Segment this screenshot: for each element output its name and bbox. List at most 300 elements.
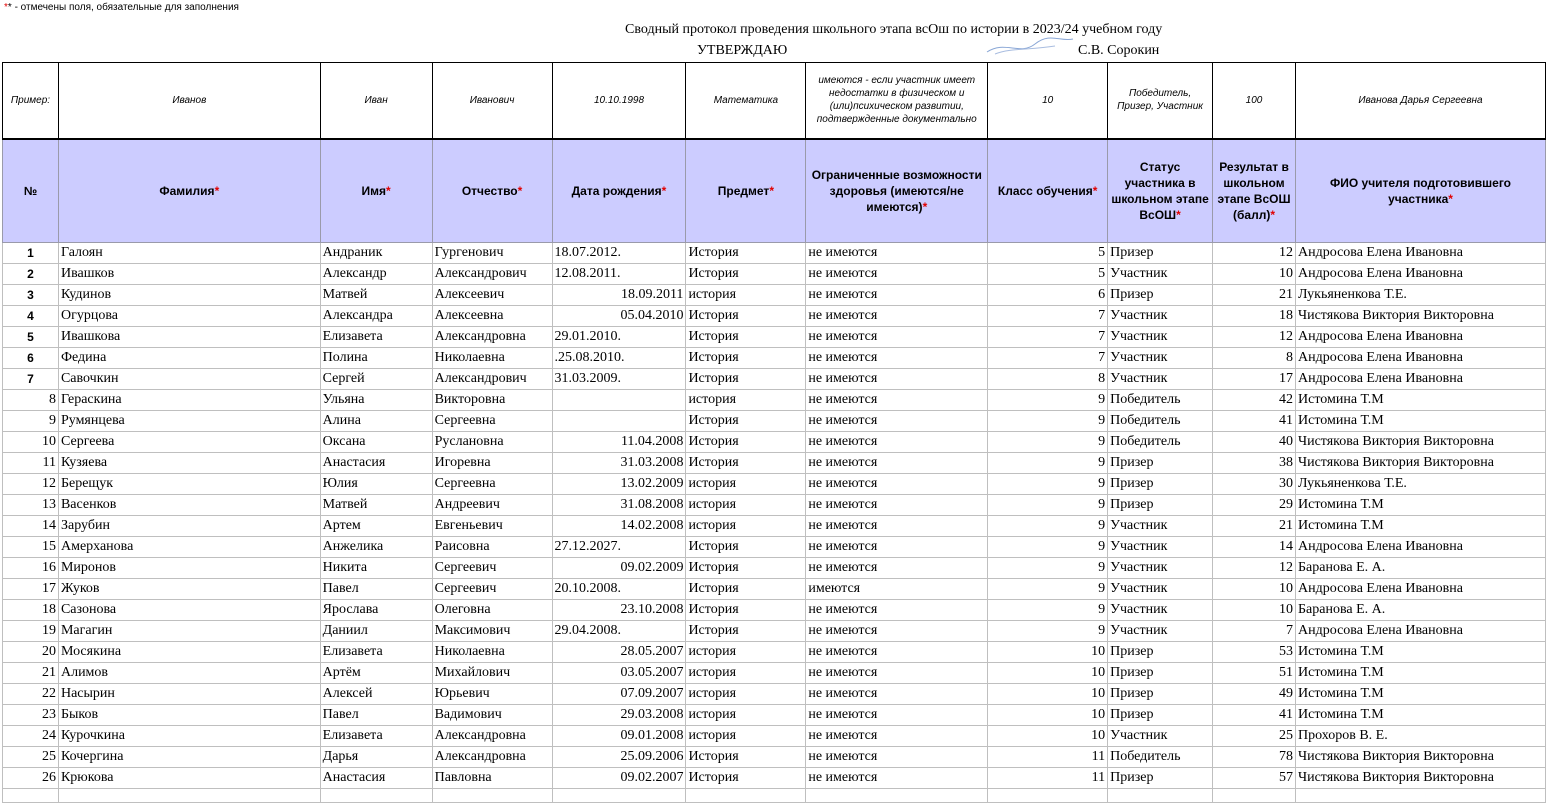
cell-patronymic[interactable]: Александрович <box>432 369 552 390</box>
cell-score[interactable]: 21 <box>1213 285 1296 306</box>
cell-teacher[interactable]: Истомина Т.М <box>1296 705 1546 726</box>
example-cell-health-limits[interactable]: имеются - если участник имеет недостатки в физическом и (или)психическом развитии, подтвержденные документально <box>806 63 988 139</box>
cell-subject[interactable]: История <box>686 768 806 789</box>
cell-grade[interactable]: 9 <box>988 537 1108 558</box>
cell-status[interactable]: Участник <box>1108 726 1213 747</box>
cell-subject[interactable]: история <box>686 495 806 516</box>
cell-birth-date[interactable]: 29.01.2010. <box>552 327 686 348</box>
cell-status[interactable]: Участник <box>1108 621 1213 642</box>
cell-number[interactable]: 14 <box>3 516 59 537</box>
column-header-patronymic[interactable] <box>432 139 552 243</box>
cell-health-limits[interactable]: имеются <box>806 579 988 600</box>
cell-surname[interactable]: Жуков <box>58 579 320 600</box>
cell-teacher[interactable]: Истомина Т.М <box>1296 663 1546 684</box>
cell-number[interactable]: 3 <box>3 285 59 306</box>
cell-first-name[interactable]: Ярослава <box>320 600 432 621</box>
cell-grade[interactable]: 7 <box>988 306 1108 327</box>
cell-patronymic[interactable]: Николаевна <box>432 642 552 663</box>
cell-teacher[interactable]: Лукьяненкова Т.Е. <box>1296 285 1546 306</box>
cell-health-limits[interactable]: не имеются <box>806 327 988 348</box>
cell-first-name[interactable]: Анастасия <box>320 453 432 474</box>
cell-health-limits[interactable]: не имеются <box>806 600 988 621</box>
cell-surname[interactable]: Савочкин <box>58 369 320 390</box>
empty-cell[interactable] <box>58 789 320 803</box>
cell-status[interactable]: Участник <box>1108 264 1213 285</box>
empty-cell[interactable] <box>1296 789 1546 803</box>
cell-surname[interactable]: Курочкина <box>58 726 320 747</box>
cell-surname[interactable]: Васенков <box>58 495 320 516</box>
cell-grade[interactable]: 7 <box>988 327 1108 348</box>
cell-teacher[interactable]: Чистякова Виктория Викторовна <box>1296 768 1546 789</box>
cell-status[interactable]: Участник <box>1108 327 1213 348</box>
cell-patronymic[interactable]: Вадимович <box>432 705 552 726</box>
cell-birth-date[interactable]: 11.04.2008 <box>552 432 686 453</box>
cell-patronymic[interactable]: Александровна <box>432 327 552 348</box>
example-cell-birth-date[interactable]: 10.10.1998 <box>552 63 686 139</box>
cell-status[interactable]: Призер <box>1108 663 1213 684</box>
example-cell-teacher[interactable]: Иванова Дарья Сергеевна <box>1296 63 1546 139</box>
cell-teacher[interactable]: Чистякова Виктория Викторовна <box>1296 747 1546 768</box>
cell-first-name[interactable]: Павел <box>320 579 432 600</box>
cell-status[interactable]: Победитель <box>1108 432 1213 453</box>
cell-teacher[interactable]: Истомина Т.М <box>1296 495 1546 516</box>
cell-score[interactable]: 18 <box>1213 306 1296 327</box>
cell-birth-date[interactable]: 31.08.2008 <box>552 495 686 516</box>
example-cell-score[interactable]: 100 <box>1213 63 1296 139</box>
cell-status[interactable]: Участник <box>1108 369 1213 390</box>
cell-teacher[interactable]: Андросова Елена Ивановна <box>1296 621 1546 642</box>
cell-grade[interactable]: 9 <box>988 495 1108 516</box>
empty-cell[interactable] <box>686 789 806 803</box>
cell-score[interactable]: 38 <box>1213 453 1296 474</box>
cell-number[interactable]: 19 <box>3 621 59 642</box>
cell-number[interactable]: 25 <box>3 747 59 768</box>
cell-first-name[interactable]: Анжелика <box>320 537 432 558</box>
cell-subject[interactable]: история <box>686 285 806 306</box>
cell-subject[interactable]: история <box>686 726 806 747</box>
cell-subject[interactable]: История <box>686 264 806 285</box>
cell-first-name[interactable]: Матвей <box>320 495 432 516</box>
cell-surname[interactable]: Берещук <box>58 474 320 495</box>
cell-first-name[interactable]: Александр <box>320 264 432 285</box>
column-header-grade[interactable] <box>988 139 1108 243</box>
cell-grade[interactable]: 5 <box>988 264 1108 285</box>
cell-status[interactable]: Участник <box>1108 600 1213 621</box>
cell-status[interactable]: Призер <box>1108 642 1213 663</box>
cell-surname[interactable]: Сазонова <box>58 600 320 621</box>
cell-number[interactable]: 24 <box>3 726 59 747</box>
cell-grade[interactable]: 10 <box>988 684 1108 705</box>
cell-grade[interactable]: 11 <box>988 768 1108 789</box>
cell-grade[interactable]: 10 <box>988 726 1108 747</box>
cell-birth-date[interactable]: 09.02.2009 <box>552 558 686 579</box>
column-header-health-limits[interactable] <box>806 139 988 243</box>
cell-surname[interactable]: Гераскина <box>58 390 320 411</box>
cell-score[interactable]: 57 <box>1213 768 1296 789</box>
cell-status[interactable]: Участник <box>1108 558 1213 579</box>
cell-health-limits[interactable]: не имеются <box>806 432 988 453</box>
cell-status[interactable]: Призер <box>1108 684 1213 705</box>
cell-first-name[interactable]: Елизавета <box>320 327 432 348</box>
cell-score[interactable]: 78 <box>1213 747 1296 768</box>
cell-health-limits[interactable]: не имеются <box>806 663 988 684</box>
cell-patronymic[interactable]: Руслановна <box>432 432 552 453</box>
cell-number[interactable]: 9 <box>3 411 59 432</box>
cell-subject[interactable]: История <box>686 621 806 642</box>
cell-first-name[interactable]: Матвей <box>320 285 432 306</box>
cell-patronymic[interactable]: Сергеевич <box>432 558 552 579</box>
cell-subject[interactable]: История <box>686 411 806 432</box>
empty-cell[interactable] <box>1108 789 1213 803</box>
cell-score[interactable]: 12 <box>1213 243 1296 264</box>
cell-status[interactable]: Участник <box>1108 348 1213 369</box>
cell-subject[interactable]: история <box>686 663 806 684</box>
cell-patronymic[interactable]: Игоревна <box>432 453 552 474</box>
cell-patronymic[interactable]: Александровна <box>432 747 552 768</box>
cell-number[interactable]: 2 <box>3 264 59 285</box>
cell-birth-date[interactable] <box>552 390 686 411</box>
cell-number[interactable]: 5 <box>3 327 59 348</box>
cell-status[interactable]: Призер <box>1108 285 1213 306</box>
cell-subject[interactable]: История <box>686 558 806 579</box>
cell-number[interactable]: 12 <box>3 474 59 495</box>
cell-number[interactable]: 8 <box>3 390 59 411</box>
cell-number[interactable]: 10 <box>3 432 59 453</box>
cell-health-limits[interactable]: не имеются <box>806 768 988 789</box>
cell-grade[interactable]: 9 <box>988 474 1108 495</box>
cell-surname[interactable]: Кудинов <box>58 285 320 306</box>
example-cell-patronymic[interactable]: Иванович <box>432 63 552 139</box>
cell-health-limits[interactable]: не имеются <box>806 474 988 495</box>
cell-patronymic[interactable]: Андреевич <box>432 495 552 516</box>
cell-surname[interactable]: Ивашков <box>58 264 320 285</box>
cell-teacher[interactable]: Истомина Т.М <box>1296 516 1546 537</box>
cell-status[interactable]: Победитель <box>1108 747 1213 768</box>
cell-teacher[interactable]: Чистякова Виктория Викторовна <box>1296 453 1546 474</box>
cell-patronymic[interactable]: Гургенович <box>432 243 552 264</box>
cell-health-limits[interactable]: не имеются <box>806 390 988 411</box>
cell-subject[interactable]: История <box>686 348 806 369</box>
cell-teacher[interactable]: Баранова Е. А. <box>1296 558 1546 579</box>
cell-first-name[interactable]: Елизавета <box>320 726 432 747</box>
cell-first-name[interactable]: Елизавета <box>320 642 432 663</box>
cell-teacher[interactable]: Истомина Т.М <box>1296 642 1546 663</box>
example-cell-grade[interactable]: 10 <box>988 63 1108 139</box>
cell-patronymic[interactable]: Раисовна <box>432 537 552 558</box>
cell-patronymic[interactable]: Викторовна <box>432 390 552 411</box>
cell-status[interactable]: Участник <box>1108 306 1213 327</box>
cell-teacher[interactable]: Андросова Елена Ивановна <box>1296 579 1546 600</box>
cell-health-limits[interactable]: не имеются <box>806 411 988 432</box>
example-cell-status[interactable]: Победитель, Призер, Участник <box>1108 63 1213 139</box>
cell-teacher[interactable]: Истомина Т.М <box>1296 684 1546 705</box>
cell-teacher[interactable]: Андросова Елена Ивановна <box>1296 327 1546 348</box>
cell-subject[interactable]: История <box>686 432 806 453</box>
cell-first-name[interactable]: Дарья <box>320 747 432 768</box>
cell-teacher[interactable]: Лукьяненкова Т.Е. <box>1296 474 1546 495</box>
cell-score[interactable]: 10 <box>1213 600 1296 621</box>
cell-birth-date[interactable]: 09.02.2007 <box>552 768 686 789</box>
cell-birth-date[interactable]: 27.12.2027. <box>552 537 686 558</box>
example-cell-first-name[interactable]: Иван <box>320 63 432 139</box>
cell-surname[interactable]: Алимов <box>58 663 320 684</box>
cell-teacher[interactable]: Андросова Елена Ивановна <box>1296 264 1546 285</box>
empty-cell[interactable] <box>3 789 59 803</box>
cell-birth-date[interactable]: 12.08.2011. <box>552 264 686 285</box>
cell-score[interactable]: 53 <box>1213 642 1296 663</box>
cell-surname[interactable]: Кузяева <box>58 453 320 474</box>
cell-number[interactable]: 11 <box>3 453 59 474</box>
cell-grade[interactable]: 9 <box>988 579 1108 600</box>
cell-patronymic[interactable]: Сергеевна <box>432 411 552 432</box>
column-header-surname[interactable] <box>58 139 320 243</box>
cell-grade[interactable]: 11 <box>988 747 1108 768</box>
cell-number[interactable]: 21 <box>3 663 59 684</box>
cell-surname[interactable]: Магагин <box>58 621 320 642</box>
cell-status[interactable]: Участник <box>1108 537 1213 558</box>
cell-status[interactable]: Победитель <box>1108 390 1213 411</box>
cell-health-limits[interactable]: не имеются <box>806 348 988 369</box>
column-header-score[interactable] <box>1213 139 1296 243</box>
cell-number[interactable]: 20 <box>3 642 59 663</box>
cell-surname[interactable]: Амерханова <box>58 537 320 558</box>
cell-number[interactable]: 13 <box>3 495 59 516</box>
cell-number[interactable]: 7 <box>3 369 59 390</box>
column-header-first-name[interactable] <box>320 139 432 243</box>
cell-birth-date[interactable]: 18.07.2012. <box>552 243 686 264</box>
cell-health-limits[interactable]: не имеются <box>806 747 988 768</box>
cell-surname[interactable]: Мосякина <box>58 642 320 663</box>
cell-first-name[interactable]: Андраник <box>320 243 432 264</box>
cell-score[interactable]: 12 <box>1213 558 1296 579</box>
cell-teacher[interactable]: Андросова Елена Ивановна <box>1296 369 1546 390</box>
cell-surname[interactable]: Федина <box>58 348 320 369</box>
cell-subject[interactable]: История <box>686 243 806 264</box>
cell-health-limits[interactable]: не имеются <box>806 726 988 747</box>
column-header-number[interactable] <box>3 139 59 243</box>
cell-surname[interactable]: Огурцова <box>58 306 320 327</box>
cell-surname[interactable]: Сергеева <box>58 432 320 453</box>
cell-first-name[interactable]: Алина <box>320 411 432 432</box>
cell-first-name[interactable]: Полина <box>320 348 432 369</box>
cell-surname[interactable]: Зарубин <box>58 516 320 537</box>
cell-birth-date[interactable]: 14.02.2008 <box>552 516 686 537</box>
cell-score[interactable]: 10 <box>1213 579 1296 600</box>
cell-score[interactable]: 7 <box>1213 621 1296 642</box>
cell-patronymic[interactable]: Александрович <box>432 264 552 285</box>
cell-subject[interactable]: История <box>686 600 806 621</box>
cell-surname[interactable]: Ивашкова <box>58 327 320 348</box>
cell-birth-date[interactable]: 18.09.2011 <box>552 285 686 306</box>
cell-patronymic[interactable]: Алексеевич <box>432 285 552 306</box>
cell-status[interactable]: Участник <box>1108 579 1213 600</box>
cell-health-limits[interactable]: не имеются <box>806 705 988 726</box>
cell-number[interactable]: 22 <box>3 684 59 705</box>
cell-first-name[interactable]: Павел <box>320 705 432 726</box>
cell-grade[interactable]: 10 <box>988 663 1108 684</box>
cell-birth-date[interactable]: 09.01.2008 <box>552 726 686 747</box>
cell-status[interactable]: Призер <box>1108 495 1213 516</box>
cell-birth-date[interactable]: 29.03.2008 <box>552 705 686 726</box>
cell-first-name[interactable]: Артем <box>320 516 432 537</box>
cell-birth-date[interactable]: 29.04.2008. <box>552 621 686 642</box>
cell-grade[interactable]: 9 <box>988 411 1108 432</box>
cell-surname[interactable]: Насырин <box>58 684 320 705</box>
cell-number[interactable]: 18 <box>3 600 59 621</box>
cell-grade[interactable]: 9 <box>988 390 1108 411</box>
cell-patronymic[interactable]: Сергеевна <box>432 474 552 495</box>
cell-teacher[interactable]: Прохоров В. Е. <box>1296 726 1546 747</box>
cell-number[interactable]: 17 <box>3 579 59 600</box>
example-cell-number[interactable]: Пример: <box>3 63 59 139</box>
cell-score[interactable]: 49 <box>1213 684 1296 705</box>
cell-first-name[interactable]: Анастасия <box>320 768 432 789</box>
cell-patronymic[interactable]: Павловна <box>432 768 552 789</box>
cell-status[interactable]: Победитель <box>1108 411 1213 432</box>
cell-birth-date[interactable] <box>552 411 686 432</box>
cell-patronymic[interactable]: Олеговна <box>432 600 552 621</box>
cell-grade[interactable]: 10 <box>988 705 1108 726</box>
cell-birth-date[interactable]: 05.04.2010 <box>552 306 686 327</box>
cell-birth-date[interactable]: 25.09.2006 <box>552 747 686 768</box>
cell-status[interactable]: Призер <box>1108 474 1213 495</box>
cell-grade[interactable]: 9 <box>988 516 1108 537</box>
cell-patronymic[interactable]: Михайлович <box>432 663 552 684</box>
cell-grade[interactable]: 9 <box>988 621 1108 642</box>
cell-subject[interactable]: история <box>686 642 806 663</box>
cell-grade[interactable]: 7 <box>988 348 1108 369</box>
cell-surname[interactable]: Румянцева <box>58 411 320 432</box>
cell-grade[interactable]: 10 <box>988 642 1108 663</box>
cell-score[interactable]: 30 <box>1213 474 1296 495</box>
cell-birth-date[interactable]: 31.03.2008 <box>552 453 686 474</box>
cell-teacher[interactable]: Чистякова Виктория Викторовна <box>1296 306 1546 327</box>
cell-patronymic[interactable]: Александровна <box>432 726 552 747</box>
cell-health-limits[interactable]: не имеются <box>806 558 988 579</box>
cell-subject[interactable]: история <box>686 516 806 537</box>
cell-birth-date[interactable]: .25.08.2010. <box>552 348 686 369</box>
cell-health-limits[interactable]: не имеются <box>806 621 988 642</box>
cell-first-name[interactable]: Юлия <box>320 474 432 495</box>
cell-birth-date[interactable]: 23.10.2008 <box>552 600 686 621</box>
cell-subject[interactable]: История <box>686 453 806 474</box>
empty-cell[interactable] <box>988 789 1108 803</box>
cell-score[interactable]: 8 <box>1213 348 1296 369</box>
column-header-birth-date[interactable] <box>552 139 686 243</box>
cell-status[interactable]: Призер <box>1108 243 1213 264</box>
empty-cell[interactable] <box>552 789 686 803</box>
column-header-teacher[interactable] <box>1296 139 1546 243</box>
cell-teacher[interactable]: Баранова Е. А. <box>1296 600 1546 621</box>
cell-health-limits[interactable]: не имеются <box>806 264 988 285</box>
cell-health-limits[interactable]: не имеются <box>806 453 988 474</box>
empty-cell[interactable] <box>1213 789 1296 803</box>
cell-health-limits[interactable]: не имеются <box>806 285 988 306</box>
cell-subject[interactable]: история <box>686 474 806 495</box>
cell-first-name[interactable]: Даниил <box>320 621 432 642</box>
cell-birth-date[interactable]: 20.10.2008. <box>552 579 686 600</box>
cell-score[interactable]: 29 <box>1213 495 1296 516</box>
cell-first-name[interactable]: Алексей <box>320 684 432 705</box>
cell-score[interactable]: 51 <box>1213 663 1296 684</box>
cell-patronymic[interactable]: Юрьевич <box>432 684 552 705</box>
cell-score[interactable]: 41 <box>1213 705 1296 726</box>
cell-birth-date[interactable]: 28.05.2007 <box>552 642 686 663</box>
example-cell-surname[interactable]: Иванов <box>58 63 320 139</box>
cell-patronymic[interactable]: Алексеевна <box>432 306 552 327</box>
cell-score[interactable]: 10 <box>1213 264 1296 285</box>
cell-patronymic[interactable]: Максимович <box>432 621 552 642</box>
cell-health-limits[interactable]: не имеются <box>806 369 988 390</box>
empty-cell[interactable] <box>806 789 988 803</box>
cell-subject[interactable]: история <box>686 705 806 726</box>
cell-surname[interactable]: Галоян <box>58 243 320 264</box>
cell-grade[interactable]: 9 <box>988 558 1108 579</box>
cell-teacher[interactable]: Андросова Елена Ивановна <box>1296 348 1546 369</box>
cell-surname[interactable]: Миронов <box>58 558 320 579</box>
empty-cell[interactable] <box>320 789 432 803</box>
cell-first-name[interactable]: Артём <box>320 663 432 684</box>
cell-grade[interactable]: 6 <box>988 285 1108 306</box>
cell-subject[interactable]: История <box>686 537 806 558</box>
empty-cell[interactable] <box>432 789 552 803</box>
cell-number[interactable]: 4 <box>3 306 59 327</box>
cell-patronymic[interactable]: Сергеевич <box>432 579 552 600</box>
cell-score[interactable]: 42 <box>1213 390 1296 411</box>
cell-birth-date[interactable]: 13.02.2009 <box>552 474 686 495</box>
cell-status[interactable]: Участник <box>1108 516 1213 537</box>
cell-grade[interactable]: 9 <box>988 600 1108 621</box>
cell-status[interactable]: Призер <box>1108 705 1213 726</box>
cell-subject[interactable]: история <box>686 390 806 411</box>
cell-patronymic[interactable]: Евгеньевич <box>432 516 552 537</box>
cell-health-limits[interactable]: не имеются <box>806 306 988 327</box>
cell-teacher[interactable]: Андросова Елена Ивановна <box>1296 537 1546 558</box>
cell-surname[interactable]: Быков <box>58 705 320 726</box>
cell-teacher[interactable]: Истомина Т.М <box>1296 411 1546 432</box>
cell-health-limits[interactable]: не имеются <box>806 243 988 264</box>
cell-number[interactable]: 1 <box>3 243 59 264</box>
cell-teacher[interactable]: Андросова Елена Ивановна <box>1296 243 1546 264</box>
cell-status[interactable]: Призер <box>1108 768 1213 789</box>
cell-patronymic[interactable]: Николаевна <box>432 348 552 369</box>
cell-health-limits[interactable]: не имеются <box>806 684 988 705</box>
cell-status[interactable]: Призер <box>1108 453 1213 474</box>
cell-score[interactable]: 40 <box>1213 432 1296 453</box>
cell-score[interactable]: 41 <box>1213 411 1296 432</box>
cell-subject[interactable]: История <box>686 306 806 327</box>
cell-subject[interactable]: История <box>686 747 806 768</box>
cell-first-name[interactable]: Никита <box>320 558 432 579</box>
cell-health-limits[interactable]: не имеются <box>806 516 988 537</box>
cell-score[interactable]: 25 <box>1213 726 1296 747</box>
cell-first-name[interactable]: Ульяна <box>320 390 432 411</box>
cell-subject[interactable]: история <box>686 684 806 705</box>
cell-score[interactable]: 17 <box>1213 369 1296 390</box>
cell-birth-date[interactable]: 07.09.2007 <box>552 684 686 705</box>
cell-grade[interactable]: 9 <box>988 453 1108 474</box>
cell-health-limits[interactable]: не имеются <box>806 642 988 663</box>
cell-number[interactable]: 15 <box>3 537 59 558</box>
cell-surname[interactable]: Крюкова <box>58 768 320 789</box>
example-cell-subject[interactable]: Математика <box>686 63 806 139</box>
cell-teacher[interactable]: Чистякова Виктория Викторовна <box>1296 432 1546 453</box>
cell-number[interactable]: 6 <box>3 348 59 369</box>
cell-score[interactable]: 21 <box>1213 516 1296 537</box>
cell-first-name[interactable]: Александра <box>320 306 432 327</box>
cell-birth-date[interactable]: 03.05.2007 <box>552 663 686 684</box>
cell-score[interactable]: 14 <box>1213 537 1296 558</box>
